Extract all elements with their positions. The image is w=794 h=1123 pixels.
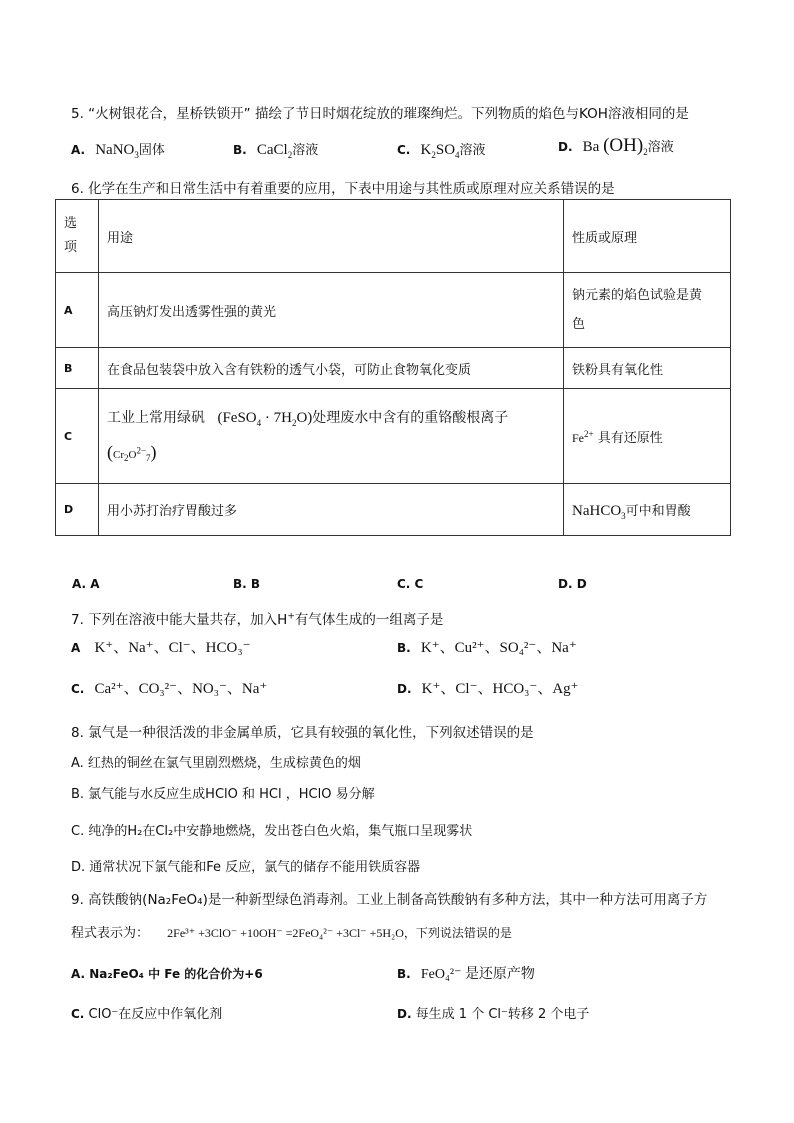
q6-table bbox=[55, 199, 731, 536]
q8-stem: 8. 氯气是一种很活泼的非金属单质，它具有较强的氧化性，下列叙述错误的是 bbox=[71, 725, 534, 741]
q8-option-c: C. 纯净的H₂在Cl₂中安静地燃烧，发出苍白色火焰，集气瓶口呈现雾状 bbox=[71, 824, 473, 839]
q5-stem: 5. “火树银花合，星桥铁锁开” 描绘了节日时烟花绽放的璀璨绚烂。下列物质的焰色与KOH溶液相同的是 bbox=[71, 106, 689, 122]
q9-equation: 2Fe³⁺ +3ClO⁻ +10OH⁻ =2FeO₄²⁻ +3Cl⁻ +5H₂O，下列说法错误的是 bbox=[167, 926, 512, 940]
header-use: 用途 bbox=[99, 200, 564, 273]
q7-stem: 7. 下列在溶液中能大量共存，加入H+有气体生成的一组离子是 bbox=[71, 611, 444, 628]
q7-option-d: D. K⁺、Cl⁻、HCO₃⁻、Ag⁺ bbox=[397, 681, 579, 697]
row-principle: $Fe^{2+}$ 具有还原性 bbox=[564, 389, 731, 484]
q6-answer-b: B. B bbox=[233, 577, 261, 591]
q9-option-a: A. Na₂FeO₄ 中 Fe 的化合价为+6 bbox=[71, 967, 263, 981]
row-principle: NaHCO$_3$可中和胃酸 bbox=[564, 484, 731, 536]
table-header-row bbox=[56, 200, 731, 273]
q8-option-b: B. 氯气能与水反应生成HClO 和 HCl ，HClO 易分解 bbox=[71, 787, 375, 802]
row-use: 在食品包装袋中放入含有铁粉的透气小袋，可防止食物氧化变质 bbox=[99, 348, 564, 389]
q5-option-b: B. CaCl$_2$溶液 bbox=[233, 142, 319, 160]
q6-answer-c: C. C bbox=[397, 577, 424, 591]
q8-option-a: A. 红热的铜丝在氯气里剧烈燃烧，生成棕黄色的烟 bbox=[71, 756, 361, 771]
table-row bbox=[56, 348, 731, 389]
q6-answer-d: D. D bbox=[558, 577, 587, 591]
row-use: 用小苏打治疗胃酸过多 bbox=[99, 484, 564, 536]
q9-stem-line2: 程式表示为： 2Fe³⁺ +3ClO⁻ +10OH⁻ =2FeO₄²⁻ +3Cl⁻ +5H₂O，下列说法错误的是 bbox=[71, 926, 512, 941]
q9-option-d: D. 每生成 1 个 Cl⁻转移 2 个电子 bbox=[397, 1007, 590, 1022]
row-label: B bbox=[56, 348, 99, 389]
table-row bbox=[56, 389, 731, 484]
row-label: C bbox=[56, 389, 99, 484]
q5-option-a: A. NaNO$_3$固体 bbox=[71, 142, 165, 160]
q5-option-d: D. Ba $(OH)_2$溶液 bbox=[558, 135, 674, 157]
row-principle: 钠元素的焰色试验是黄 色 bbox=[564, 273, 731, 348]
q7-option-c: C. Ca²⁺、CO₃²⁻、NO₃⁻、Na⁺ bbox=[71, 681, 268, 697]
row-use: 工业上常用绿矾 (FeSO$_4$ · $7H_2O$)处理废水中含有的重铬酸根离子 $(Cr_2O^{2-}_7)$ bbox=[99, 389, 564, 484]
q8-option-d: D. 通常状况下氯气能和Fe 反应，氯气的储存不能用铁质容器 bbox=[71, 860, 421, 875]
q9-option-b: B. FeO₄²⁻ 是还原产物 bbox=[397, 967, 535, 982]
row-label: A bbox=[56, 273, 99, 348]
q6-stem: 6. 化学在生产和日常生活中有着重要的应用，下表中用途与其性质或原理对应关系错误的是 bbox=[71, 181, 615, 197]
q9-option-c: C. ClO⁻在反应中作氧化剂 bbox=[71, 1007, 223, 1022]
header-option: 选 项 bbox=[56, 200, 99, 273]
table-row bbox=[56, 273, 731, 348]
table-row bbox=[56, 484, 731, 536]
header-principle: 性质或原理 bbox=[564, 200, 731, 273]
row-label: D bbox=[56, 484, 99, 536]
row-principle: 铁粉具有氧化性 bbox=[564, 348, 731, 389]
row-use: 高压钠灯发出透雾性强的黄光 bbox=[99, 273, 564, 348]
q6-answer-a: A. A bbox=[72, 577, 100, 591]
q7-option-b: B. K⁺、Cu²⁺、SO₄²⁻、Na⁺ bbox=[397, 640, 577, 656]
q9-stem-line1: 9. 高铁酸钠(Na₂FeO₄)是一种新型绿色消毒剂。工业上制备高铁酸钠有多种方法，其中一种方法可用离子方 bbox=[71, 892, 708, 908]
q7-option-a: A K⁺、Na⁺、Cl⁻、HCO₃⁻ bbox=[71, 640, 251, 656]
q5-option-c: C. $K_2SO_4$溶液 bbox=[397, 142, 486, 160]
